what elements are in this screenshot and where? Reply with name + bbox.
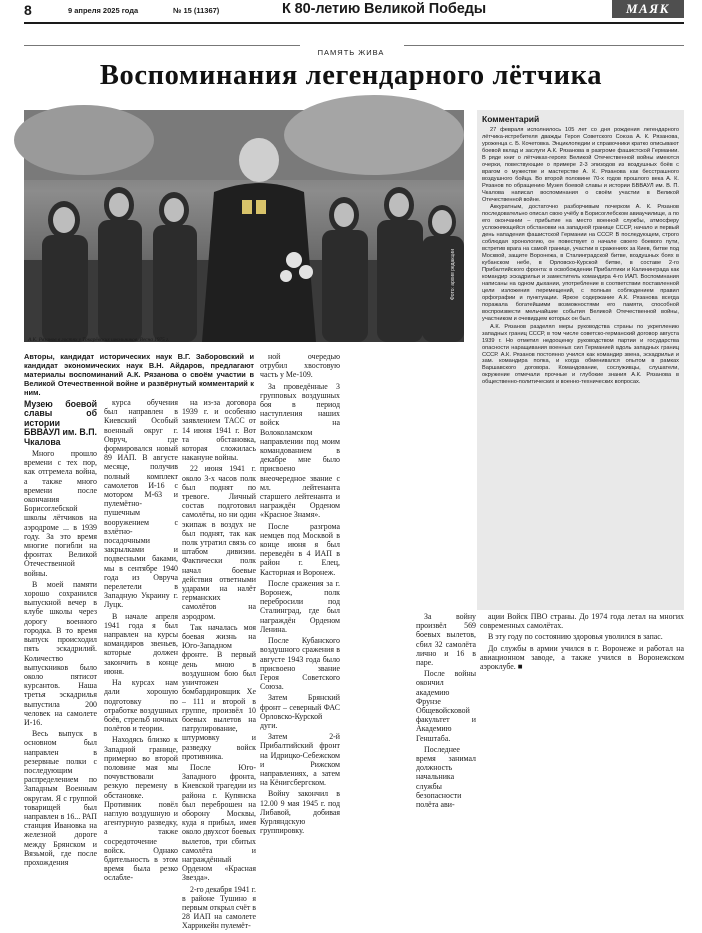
subheading: Музею боевой славы об истории БВВАУЛ им. В.П. Чкалова bbox=[24, 399, 97, 447]
paragraph: Весь выпуск в основном был направлен в резервные полки с последующим распределением по Западным Военным округам. Я с группой товарищей был направлен в 16... РАП станция Ивановка на железной дороге между Брянском и Вязьмой, где после прохождения bbox=[24, 729, 97, 867]
paragraph: В начале апреля 1941 года я был направлен на курсы командиров звеньев, которые должен закончить в конце июня. bbox=[104, 611, 178, 676]
page-header bbox=[0, 0, 702, 30]
paragraph: ной очередью отрубил хвостовую часть у Ме-109. bbox=[260, 352, 340, 380]
paragraph: курса обучения был направлен в Киевский Особый военный округ г. Овруч, где формировался новый 89 ИАП. В августе месяце, получив полный комплект самолетов И-16 с мотором М-63 и пулемётно-пушечным вооружением с взлётно-посадочными закрылками и подвесными баками, мы в сентябре 1940 года из Овруча перелетели в Западную Украину г. Луцк. bbox=[104, 398, 178, 610]
paragraph: После войны окончил академию Фрунзе Общевойсковой факультет и Академию Генштаба. bbox=[416, 669, 476, 743]
text-column-5 bbox=[416, 612, 476, 811]
header-rule bbox=[24, 22, 684, 24]
paragraph: После Юго-Западного фронта, Киевской трагедии из района г. Купянска был переброшен на оборону Москвы, куда я прибыл, имея около двухсот боевых вылетов, три сбитых самолёта и награждённый Орденом «Красная Звезда». bbox=[182, 762, 256, 883]
article-title: Воспоминания легендарного лётчика bbox=[99, 60, 603, 91]
paragraph: Так началась моя боевая жизнь на Юго-Западном фронте. В первый день мною в воздушном бою был уничтожен бомбардировщик Хе – 111 и второй в группе, произвёл 10 боевых вылетов на патрулирование, штурмовку и разведку войск противника. bbox=[182, 622, 256, 761]
paragraph: на из-за договора 1939 г. и особенно заявлением ТАСС от 14 июня 1941 г. Вот та обстановка, которая сложилась накануне войны. bbox=[182, 398, 256, 463]
paragraph: 2-го декабря 1941 г. в районе Тушино я первым открыл счёт в 28 ИАП на самолете Харрикейн пулемёт- bbox=[182, 884, 256, 931]
section-rule-left bbox=[24, 45, 300, 46]
paragraph: До службы в армии учился в г. Воронеже и работал на авиационном заводе, а также учился в Воронежском аэроклубе. ■ bbox=[480, 643, 684, 672]
text-column-2 bbox=[104, 398, 178, 885]
paragraph: ации Войск ПВО страны. До 1974 года летал на многих современных самолётах. bbox=[480, 612, 684, 631]
issue-date: 9 апреля 2025 года bbox=[68, 6, 139, 15]
comment-paragraph: А.К. Рязанов разделял меры руководства страны по укреплению западных границ СССР, в том числе советско-германский договор августа 1939 г. Но отметил недооценку руководством партии и государства опасности наращивания военных сил Германией вдоль западных границ СССР. А.К. Рязанов постоянно учился как командир звена, эскадрильи и зам. командира полка, и когда обменивался опытом в рамках Варшавского договора. Командование, сослуживцы, слушатели, окружение отмечали прочные и глубокие знания А.К. Рязанова в общественно-политических и военно-технических вопросах. bbox=[482, 323, 679, 386]
comment-paragraph: Аккуратным, достаточно разборчивым почерком А. К. Рязанов последовательно описал свою учёбу в Борисоглебском авиаучилище, а по его окончании – прибытие на место военной службы, атмосферу усложняющейся обстановки на западной границе СССР, начало и первый день нападения фашистской Германии на СССР. В последующем, строго соблюдая хронологию, он повествует о начале своего боевого пути, встретив врага на самой границе, участии в сражениях за Киев, битве под Москвой, защите Воронежа, в Сталинградской битве, воздушных боях в кубанском небе, в Орловско-Курской битве, в составе 2-го Прибалтийского фронта: в освобождении Прибалтики и Калининграда как командир эскадрильи и заместитель командира 4-го ИАП. Воспоминания написаны на одном дыхании, употребление в соответствии поставленной цели изложения перемещений, с полным соблюдением правил орфографии и пунктуации. Яркое содержание А.К. Рязанова всегда поражала богатейшими возможностями его памяти, способной воспроизвести мельчайшие события Великой Отечественной войны, участником и очевидцем которых он был. bbox=[482, 204, 680, 322]
page-number: 8 bbox=[24, 2, 32, 18]
paragraph: За войну произвёл 569 боевых вылетов, сбил 32 самолёта лично и 16 в паре. bbox=[416, 612, 476, 668]
paragraph: Последнее время занимал должность начальника службы безопасности полёта ави- bbox=[416, 744, 476, 810]
issue-number: № 15 (11367) bbox=[173, 6, 220, 15]
comment-paragraph: 27 февраля исполнилось 105 лет со дня рождения легендарного лётчика-истребителя дважды Героя Советского Союза А. К. Рязанова, уроженца с. Б. Кочетовка. Энциклопедии и справочники кратко описывают боевой вклад и заслуги А.К. Рязанова в разгроме фашистской Германии. В ряде книг о лётчиках-героях Великой Отечественной войны имеются очерки, повествующие о примере 2-3 эпизодов из воздушных боёв с врагом о мужестве и мастерстве А. К. Рязанова как бесстрашного воздушного бойца. Во второй половине 70-х годов прошлого века А. К. Рязанов по обращению Музея боевой славы и истории БВВАУЛ им. В. П. Чкалова написал воспоминания о своём участии в Великой Отечественной войне. bbox=[482, 127, 679, 203]
paragraph: После Кубанского воздушного сражения в августе 1943 года было присвоено звание Героя Советского Союза. bbox=[260, 636, 340, 692]
article-lead: Авторы, кандидат исторических наук В.Г. Заборовский и кандидат экономических наук В.Н. Айдаров, предлагают материалы воспоминаний А.К. Рязанова о своём участии в Великой Отечественной войне и развёрнутый комментарий к ним. bbox=[24, 352, 254, 398]
text-column-1 bbox=[24, 398, 97, 869]
paragraph: После разгрома немцев под Москвой в конце июня я был переведён в 4 ИАП в район г. Елец, Касторная и Воронеж. bbox=[260, 521, 340, 577]
comment-title: Комментарий bbox=[482, 114, 540, 124]
paragraph: Затем Брянский фронт – северный ФАС Орловско-Курской дуги. bbox=[260, 693, 340, 730]
paragraph: Войну закончил в 12.00 9 мая 1945 г. под Либавой, добивая Курляндскую группировку. bbox=[260, 789, 340, 836]
paragraph: В эту году по состоянию здоровья уволился в запас. bbox=[488, 632, 663, 642]
rubric-title: К 80-летию Великой Победы bbox=[282, 1, 487, 17]
paragraph: За проведённые 3 групповых воздушных боя в период наступления наших войск на Волоколамском направлении под моим командованием в декабре мне было присвоено внеочередное звание с мл. лейтенанта старшего лейтенанта и награждён Орденом «Красное Знамя». bbox=[260, 381, 340, 520]
paragraph: Находясь близко к Западной границе, примерно во второй половине мая мы почувствовали резкую перемену в обстановке. Противник повёл наглую воздушную и агентурную разведку, а также сосредоточение войск. Однако бдительность в этом время была резко ослабле- bbox=[104, 735, 178, 883]
text-column-4 bbox=[260, 352, 340, 837]
comment-box bbox=[477, 110, 684, 610]
section-label: ПАМЯТЬ ЖИВА bbox=[317, 48, 385, 57]
article-photo bbox=[24, 110, 464, 342]
photo-caption: А.К. Рязанов в гостях у Токарёвских школьников. Весна 1975 г. bbox=[28, 337, 170, 343]
paragraph: В моей памяти хорошо сохранился выпускной вечер в клубе школы через дорогу военного городка. В то время выпуск происходил пять эскадрилий. Количество выпускников было около пятисот курсантов. Наша третья эскадрилья выпустила 200 человек на самолете И-16. bbox=[24, 579, 97, 727]
paragraph: На курсах нам дали хорошую подготовку по отработке воздушных боёв, стрельб ночных полётов и теории. bbox=[104, 678, 178, 734]
paragraph: После сражения за г. Воронеж, полк перебросили под Сталинград, где был награждён Орденом Ленина. bbox=[260, 578, 340, 634]
text-column-3 bbox=[182, 398, 256, 933]
paragraph: Затем 2-й Прибалтийский фронт на Идрицко-Себежском и Рижском направлениях, а затем на Кёнигсбергском. bbox=[260, 732, 340, 788]
text-column-6 bbox=[480, 612, 684, 673]
newspaper-logo: МАЯК bbox=[612, 0, 684, 18]
photo-credit: Фото: архив редакции bbox=[450, 249, 456, 300]
paragraph: Много прошло времени с тех пор, как отгремела война, а также много времени после окончания Борисоглебской школы лётчиков на аэродроме ... в 1939 году. За это время многие погибли на фронтах Великой Отечественной войны. bbox=[24, 449, 97, 578]
paragraph: 22 июня 1941 г. около 3-х часов полк был поднят по тревоге. Личный состав подготовил самолёты, но ни один экипаж в воздух не был поднят, так как полк утратил связь со штабом дивизии. Фактически полк начал боевые действия ответными ударами на налёт германских самолётов на аэродром. bbox=[182, 464, 256, 621]
section-rule-right bbox=[404, 45, 684, 46]
photo-illustration bbox=[24, 110, 464, 342]
